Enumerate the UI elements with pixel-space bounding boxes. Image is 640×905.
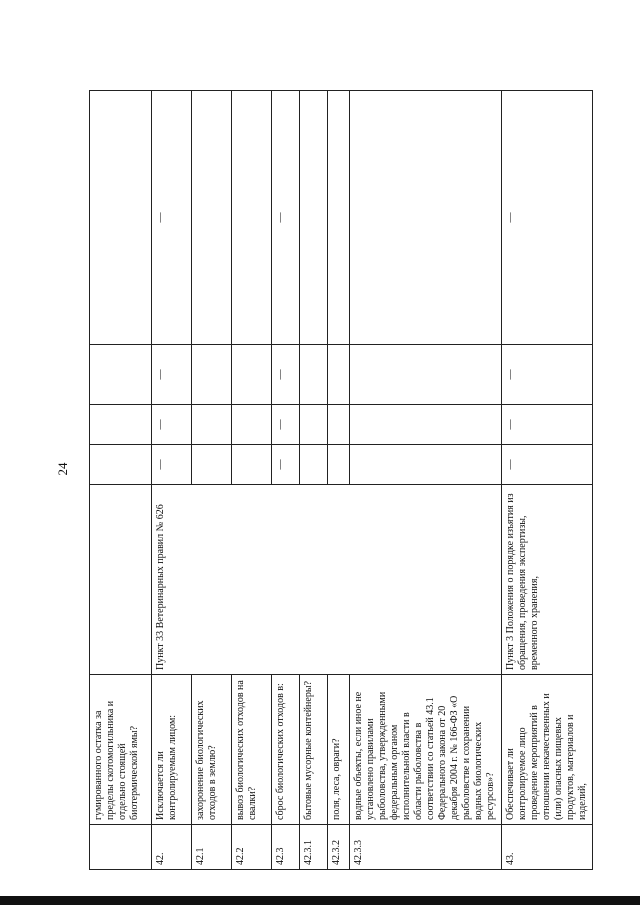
row-cell-note bbox=[350, 91, 502, 345]
row-cell-no bbox=[192, 405, 232, 445]
row-cell-no: — bbox=[152, 405, 192, 445]
row-cell-yes: — bbox=[272, 445, 300, 485]
scan-edge-bar bbox=[0, 896, 640, 905]
row-cell-note bbox=[300, 91, 328, 345]
row-cell-no: — bbox=[502, 405, 593, 445]
row-cell-na: — bbox=[152, 345, 192, 405]
row-question: поля, леса, овраги? bbox=[328, 675, 350, 825]
row-cell-na bbox=[350, 345, 502, 405]
row-cell-note bbox=[192, 91, 232, 345]
row-cell-yes bbox=[232, 445, 272, 485]
checklist-table bbox=[89, 90, 593, 870]
row-question: водные объекты, если иное не установлено правилами рыболовства, утвержденными федеральным органом исполнительной власти в области рыболовства в соответствии со статьей 43.1 Федерального закона от 20 декабря 2004 г. № 166-ФЗ «О рыболовстве и сохранении водных биологических ресурсов»? bbox=[350, 675, 502, 825]
row-question: вывоз биологических отходов на свалки? bbox=[232, 675, 272, 825]
row-cell-yes bbox=[350, 445, 502, 485]
row-number: 42.3.3 bbox=[350, 825, 502, 870]
row-cell-na bbox=[300, 345, 328, 405]
row-cell-no bbox=[232, 405, 272, 445]
row-cell-note bbox=[328, 91, 350, 345]
row-number: 42.3 bbox=[272, 825, 300, 870]
row-cell-yes bbox=[90, 445, 152, 485]
row-number: 42.1 bbox=[192, 825, 232, 870]
row-cell-no bbox=[300, 405, 328, 445]
row-cell-note bbox=[232, 91, 272, 345]
row-number: 43. bbox=[502, 825, 593, 870]
row-cell-yes bbox=[328, 445, 350, 485]
row-cell-na bbox=[328, 345, 350, 405]
row-question: захоронение биологических отходов в землю? bbox=[192, 675, 232, 825]
row-reference: Пункт 3 Положения о порядке изъятия из обращения, проведения экспертизы, временного хранения, bbox=[502, 485, 593, 675]
row-question: гумированного остатка за пределы скотомогильника и отдельно стоящей биотермической ямы? bbox=[90, 675, 152, 825]
table-row bbox=[502, 91, 593, 870]
table-row bbox=[350, 91, 502, 870]
checklist-table-container bbox=[89, 91, 588, 870]
row-cell-na: — bbox=[272, 345, 300, 405]
row-cell-no bbox=[90, 405, 152, 445]
table-row bbox=[300, 91, 328, 870]
row-reference bbox=[90, 485, 152, 675]
row-cell-yes: — bbox=[152, 445, 192, 485]
row-number: 42.2 bbox=[232, 825, 272, 870]
table-row bbox=[232, 91, 272, 870]
table-row bbox=[328, 91, 350, 870]
row-cell-note: — bbox=[502, 91, 593, 345]
row-number bbox=[90, 825, 152, 870]
row-cell-yes: — bbox=[502, 445, 593, 485]
table-row bbox=[192, 91, 232, 870]
row-cell-na bbox=[192, 345, 232, 405]
row-cell-note: — bbox=[272, 91, 300, 345]
row-number: 42. bbox=[152, 825, 192, 870]
row-cell-na: — bbox=[502, 345, 593, 405]
page-number: 24 bbox=[55, 462, 70, 476]
row-question: сброс биологических отходов в: bbox=[272, 675, 300, 825]
row-cell-no: — bbox=[272, 405, 300, 445]
row-cell-no bbox=[350, 405, 502, 445]
row-number: 42.3.1 bbox=[300, 825, 328, 870]
row-cell-na bbox=[232, 345, 272, 405]
row-reference: Пункт 33 Ветеринарных правил № 626 bbox=[152, 485, 502, 675]
row-question: бытовые мусорные контейнеры? bbox=[300, 675, 328, 825]
row-cell-note: — bbox=[152, 91, 192, 345]
row-cell-note bbox=[90, 91, 152, 345]
table-row bbox=[272, 91, 300, 870]
table-row bbox=[90, 91, 152, 870]
row-cell-yes bbox=[300, 445, 328, 485]
row-question: Обеспечивает ли контролируемое лицо проведение мероприятий в отношении некачественных и (или) опасных пищевых продуктов, материалов и изделий, bbox=[502, 675, 593, 825]
row-cell-no bbox=[328, 405, 350, 445]
row-cell-na bbox=[90, 345, 152, 405]
table-row bbox=[152, 91, 192, 870]
row-question: Исключается ли контролируемым лицом: bbox=[152, 675, 192, 825]
row-number: 42.3.2 bbox=[328, 825, 350, 870]
row-cell-yes bbox=[192, 445, 232, 485]
